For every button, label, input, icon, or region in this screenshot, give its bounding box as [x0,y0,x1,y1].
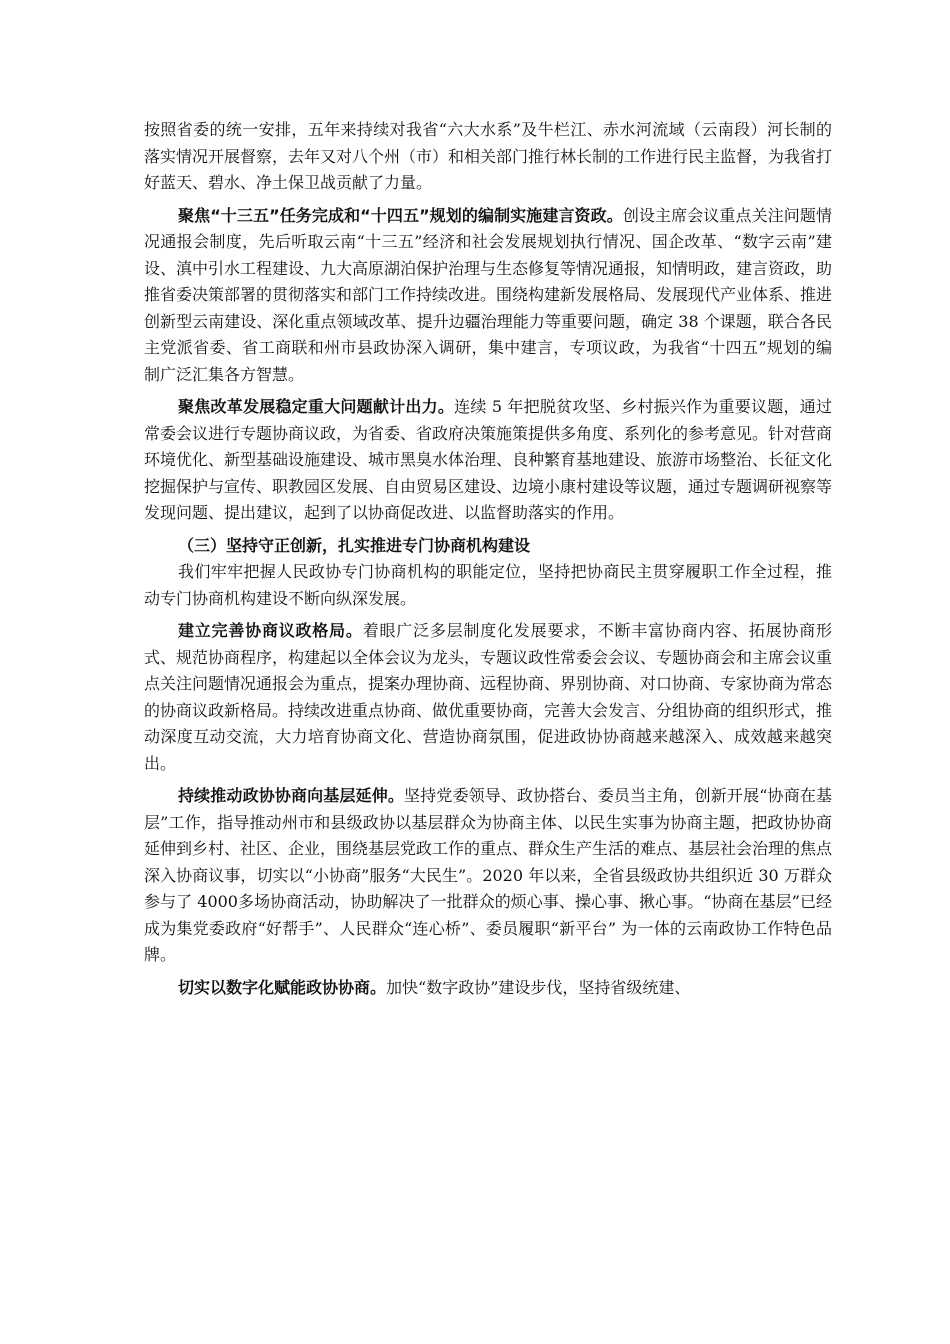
document-page [144,117,832,1007]
paragraph-river-chief [144,117,832,197]
paragraph-text: 连续 5 年把脱贫攻坚、乡村振兴作为重要议题，通过常委会议进行专题协商议政，为省委、省政府决策施策提供多角度、系列化的参考意见。针对营商环境优化、新型基础设施建设、城市黑臭水体治理、良种繁育基地建设、旅游市场整治、长征文化挖掘保护与宣传、职教园区发展、自由贸易区建设、边境小康村建设等议题，通过专题调研视察等发现问题、提出建议，起到了以协商促改进、以监督助落实的作用。 [144,397,833,522]
paragraph-consultation-role [144,559,832,612]
paragraph-five-year-plan [144,203,832,389]
paragraph-consultation-pattern [144,618,832,777]
paragraph-text: 按照省委的统一安排，五年来持续对我省“六大水系”及牛栏江、赤水河流域（云南段）河长制的落实情况开展督察，去年又对八个州（市）和相关部门推行林长制的工作进行民主监督，为我省打好蓝天、碧水、净土保卫战贡献了力量。 [144,120,833,192]
paragraph-lead: 切实以数字化赋能政协协商。 [178,977,387,997]
paragraph-digital [144,975,832,1002]
section-heading: （三）坚持守正创新，扎实推进专门协商机构建设 [178,535,531,555]
paragraph-lead: 持续推动政协协商向基层延伸。 [178,786,405,805]
paragraph-grassroots [144,783,832,969]
paragraph-lead: 聚焦“十三五”任务完成和“十四五”规划的编制实施建言资政。 [178,205,623,225]
paragraph-text: 我们牢牢把握人民政协专门协商机构的职能定位，坚持把协商民主贯穿履职工作全过程，推动专门协商机构建设不断向纵深发展。 [144,562,832,608]
paragraph-text: 创设主席会议重点关注问题情况通报会制度，先后听取云南“十三五”经济和社会发展规划执行情况、国企改革、“数字云南”建设、滇中引水工程建设、九大高原湖泊保护治理与生态修复等情况通报，知情明政，建言资政，助推省委决策部署的贯彻落实和部门工作持续改进。围绕构建新发展格局、发展现代产业体系、推进创新型云南建设、深化重点领域改革、提升边疆治理能力等重要问题，确定 38 个课题，联合各民主党派省委、省工商联和州市县政协深入调研，集中建言，专项议政，为我省“十四五”规划的编制广泛汇集各方智慧。 [144,205,833,384]
paragraph-text: 加快“数字政协”建设步伐，坚持省级统建、 [386,977,691,997]
paragraph-lead: 聚焦改革发展稳定重大问题献计出力。 [178,397,455,416]
paragraph-reform-development [144,394,832,527]
paragraph-lead: 建立完善协商议政格局。 [178,621,363,640]
paragraph-text: 坚持党委领导、政协搭台、委员当主角，创新开展“协商在基层”工作，指导推动州市和县级政协以基层群众为协商主体、以民生实事为协商主题，把政协协商延伸到乡村、社区、企业，围绕基层党政工作的重点、群众生产生活的难点、基层社会治理的焦点深入协商议事，切实以“小协商”服务“大民生”。2020 年以来，全省县级政协共组织近 30 万群众参与了 4000多场协商活动，协助解决了一批群众的烦心事、操心事、揪心事。“协商在基层”已经成为集党委政府“好帮手”、人民群众“连心桥”、委员履职“新平台” 为一体的云南政协工作特色品牌。 [144,786,833,964]
paragraph-text: 着眼广泛多层制度化发展要求，不断丰富协商内容、拓展协商形式、规范协商程序，构建起以全体会议为龙头，专题议政性常委会会议、专题协商会和主席会议重点关注问题情况通报会为重点，提案办理协商、远程协商、界别协商、对口协商、专家协商为常态的协商议政新格局。持续改进重点协商、做优重要协商，完善大会发言、分组协商的组织形式，推动深度互动交流，大力培育协商文化、营造协商氛围，促进政协协商越来越深入、成效越来越突出。 [144,621,833,773]
